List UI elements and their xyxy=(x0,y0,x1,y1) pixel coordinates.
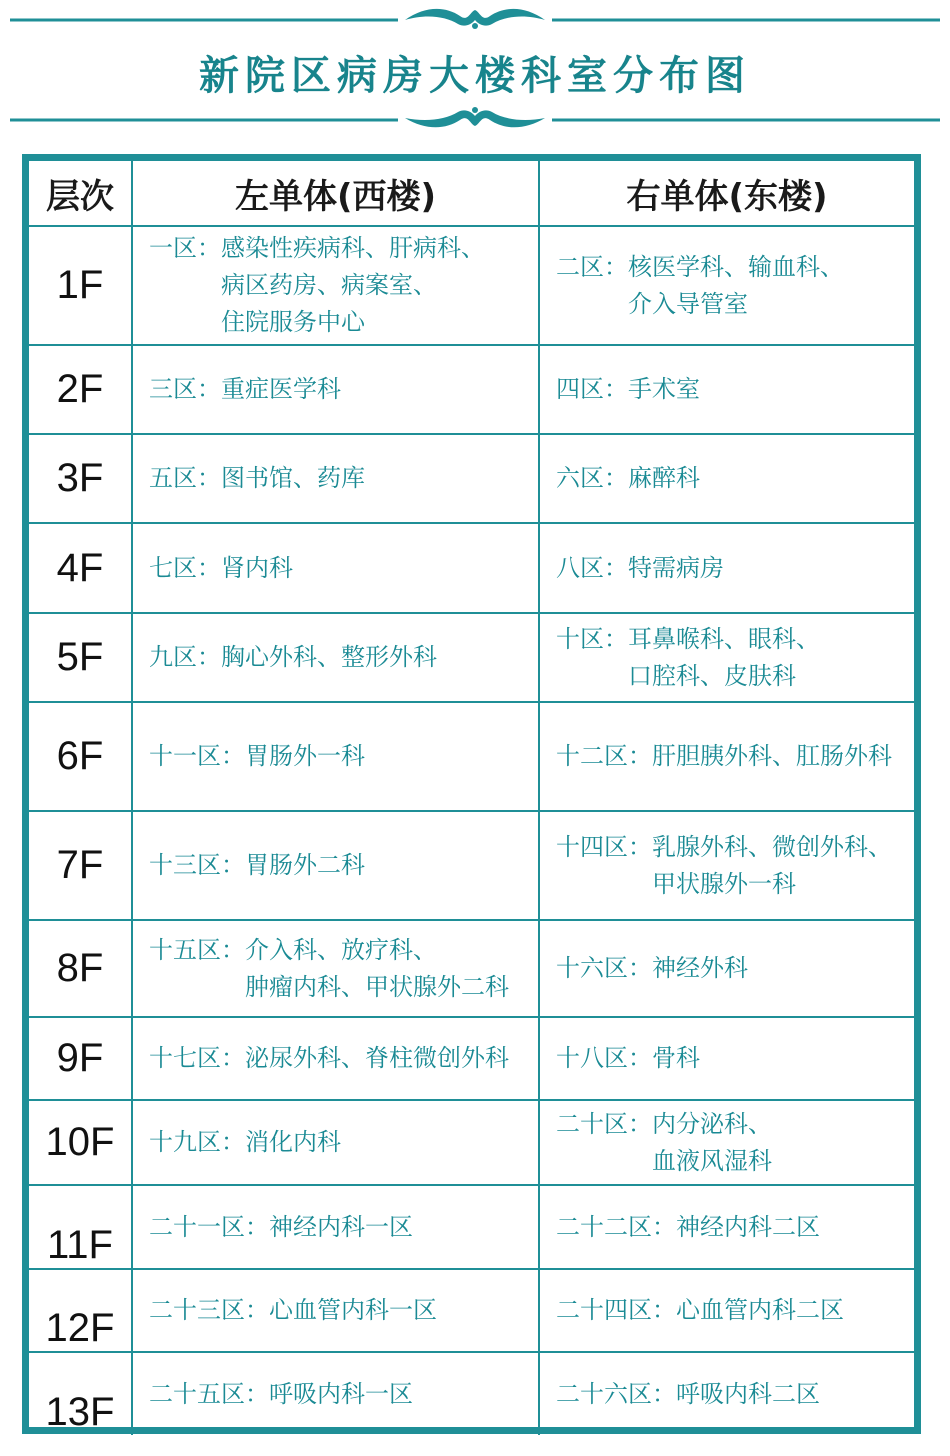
floor-label: 6F xyxy=(56,734,104,778)
department-line: 十区：耳鼻喉科、眼科、 xyxy=(556,624,820,653)
table-row xyxy=(29,227,914,346)
table-row xyxy=(29,435,914,524)
department-line: 住院服务中心 xyxy=(221,308,365,336)
department-line: 甲状腺外一科 xyxy=(652,869,796,898)
left-building-departments xyxy=(149,460,365,497)
floor-label: 1F xyxy=(56,263,104,307)
left-building-departments xyxy=(149,1376,413,1413)
left-building-departments xyxy=(149,550,293,587)
right-building-departments xyxy=(556,950,748,987)
department-line: 十二区：肝胆胰外科、肛肠外科 xyxy=(556,742,892,770)
department-line: 肿瘤内科、甲状腺外二科 xyxy=(245,972,509,1001)
floor-label: 3F xyxy=(56,456,104,500)
department-line: 十九区：消化内科 xyxy=(149,1128,341,1156)
header-right-building: 右单体(东楼) xyxy=(626,176,828,217)
department-line: 十一区：胃肠外一科 xyxy=(149,742,365,770)
right-building-departments xyxy=(556,1209,820,1246)
department-line: 病区药房、病案室、 xyxy=(221,271,437,299)
table-row xyxy=(29,1270,914,1353)
left-building-departments xyxy=(149,1209,413,1246)
department-line: 介入导管室 xyxy=(628,289,748,318)
department-line: 一区：感染性疾病科、肝病科、 xyxy=(149,234,485,262)
department-line: 十六区：神经外科 xyxy=(556,954,748,982)
department-line: 二十区：内分泌科、 xyxy=(556,1109,772,1138)
right-building-departments xyxy=(556,829,892,903)
ornament-divider-bottom xyxy=(0,104,950,134)
department-line: 二十三区：心血管内科一区 xyxy=(149,1296,437,1324)
left-building-departments xyxy=(149,230,485,341)
left-building-departments xyxy=(149,738,365,775)
right-building-departments xyxy=(556,371,700,408)
page-title: 新院区病房大楼科室分布图 xyxy=(199,53,751,99)
department-line: 二十六区：呼吸内科二区 xyxy=(556,1379,820,1408)
floor-label: 8F xyxy=(56,946,104,990)
left-building-departments xyxy=(149,639,437,676)
department-line: 三区：重症医学科 xyxy=(149,375,341,403)
department-line: 十三区：胃肠外二科 xyxy=(149,851,365,879)
right-building-departments xyxy=(556,1292,844,1329)
table-row xyxy=(29,614,914,703)
right-building-departments xyxy=(556,1040,700,1077)
left-building-departments xyxy=(149,1292,437,1329)
department-line: 血液风湿科 xyxy=(652,1146,772,1175)
right-building-departments xyxy=(556,249,844,323)
right-building-departments xyxy=(556,621,820,695)
department-line: 八区：特需病房 xyxy=(556,553,724,582)
ornament-divider-top xyxy=(0,2,950,32)
department-line: 五区：图书馆、药库 xyxy=(149,464,365,492)
right-building-departments xyxy=(556,550,724,587)
table-row xyxy=(29,1353,914,1435)
floor-label: 11F xyxy=(47,1223,113,1267)
table-row xyxy=(29,346,914,435)
floor-label: 10F xyxy=(45,1120,115,1164)
department-line: 四区：手术室 xyxy=(556,375,700,403)
floor-label: 12F xyxy=(45,1306,115,1350)
department-line: 十八区：骨科 xyxy=(556,1044,700,1072)
floor-label: 5F xyxy=(56,635,104,679)
right-building-departments xyxy=(556,738,892,775)
table-row xyxy=(29,812,914,921)
department-table xyxy=(22,154,921,1434)
right-building-departments xyxy=(556,460,700,497)
page-header xyxy=(0,0,950,150)
department-line: 二十二区：神经内科二区 xyxy=(556,1212,820,1241)
department-line: 十七区：泌尿外科、脊柱微创外科 xyxy=(149,1044,509,1072)
table-row xyxy=(29,1186,914,1270)
table-row xyxy=(29,703,914,812)
left-building-departments xyxy=(149,1040,509,1077)
left-building-departments xyxy=(149,371,341,408)
department-line: 九区：胸心外科、整形外科 xyxy=(149,643,437,671)
table-row xyxy=(29,524,914,614)
department-line: 十四区：乳腺外科、微创外科、 xyxy=(556,832,892,861)
department-line: 六区：麻醉科 xyxy=(556,464,700,492)
right-building-departments xyxy=(556,1106,772,1180)
left-building-departments xyxy=(149,1124,341,1161)
floor-label: 4F xyxy=(56,545,104,590)
left-building-departments xyxy=(149,847,365,884)
left-building-departments xyxy=(149,932,509,1006)
department-line: 十五区：介入科、放疗科、 xyxy=(149,935,437,964)
table-row xyxy=(29,921,914,1018)
table-row xyxy=(29,1101,914,1186)
table-header-row xyxy=(29,161,914,227)
department-line: 二十五区：呼吸内科一区 xyxy=(149,1379,413,1408)
right-building-departments xyxy=(556,1376,820,1413)
header-left-building: 左单体(西楼) xyxy=(234,176,437,217)
department-line: 口腔科、皮肤科 xyxy=(628,661,796,690)
department-line: 二十四区：心血管内科二区 xyxy=(556,1296,844,1324)
department-line: 二区：核医学科、输血科、 xyxy=(556,252,844,281)
floor-label: 13F xyxy=(45,1390,115,1434)
floor-label: 7F xyxy=(56,843,104,887)
header-floor: 层次 xyxy=(46,176,114,217)
department-line: 二十一区：神经内科一区 xyxy=(149,1212,413,1241)
floor-label: 9F xyxy=(56,1036,104,1080)
floor-label: 2F xyxy=(56,367,104,411)
table-row xyxy=(29,1018,914,1101)
department-line: 七区：肾内科 xyxy=(149,553,293,582)
